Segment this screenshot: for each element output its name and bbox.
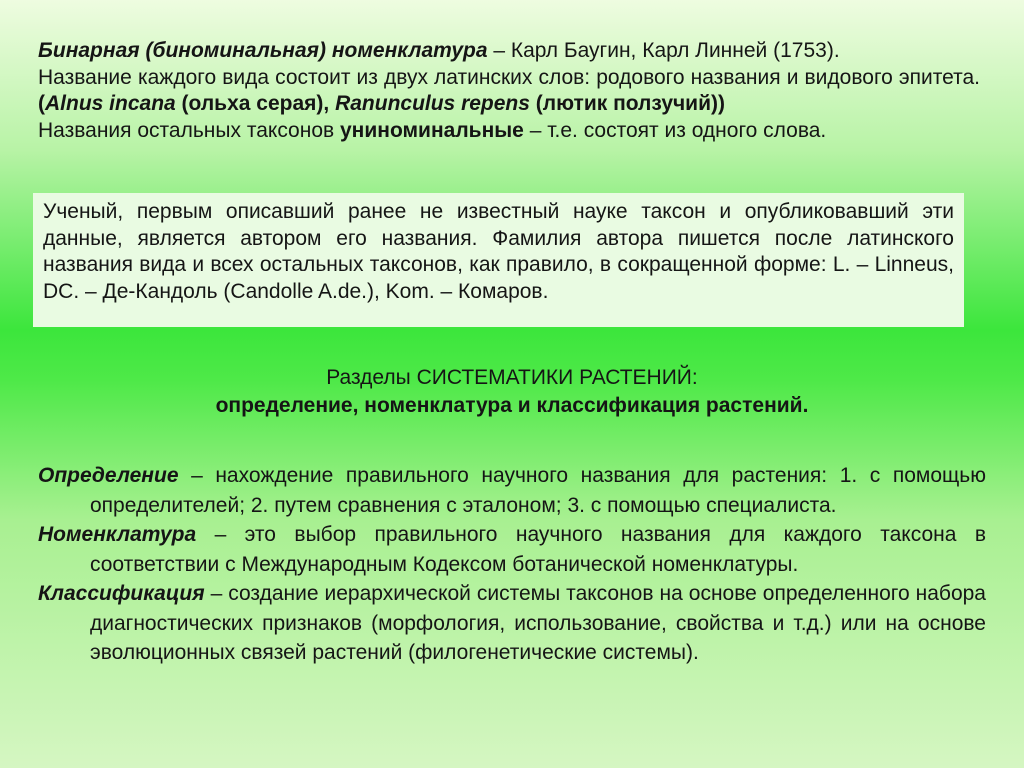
uninominal-text-start: Названия остальных таксонов — [38, 118, 340, 142]
definition-text: – нахождение правильного научного названия для растения: 1. с помощью определителей; 2. путем сравнения с эталоном; 3. с помощью специалиста. — [90, 464, 986, 517]
definition-term: Номенклатура — [38, 523, 197, 546]
intro-species-description — [38, 65, 980, 118]
definition-term: Определение — [38, 464, 179, 487]
sections-heading — [0, 364, 1024, 420]
definition-term: Классификация — [38, 582, 205, 605]
author-name-box — [33, 193, 964, 327]
uninominal-term: униноминальные — [340, 118, 524, 142]
example-ranunculus-latin: Ranunculus repens — [335, 92, 530, 115]
definition-classification — [38, 579, 986, 668]
example-alnus-latin: Alnus incana — [45, 92, 176, 115]
sections-title: Разделы СИСТЕМАТИКИ РАСТЕНИЙ: — [326, 366, 698, 389]
intro-section — [38, 38, 980, 144]
sections-subtitle: определение, номенклатура и классификация растений. — [215, 394, 809, 417]
example-ranunculus-russian: (лютик ползучий)) — [529, 92, 725, 115]
example-open: ( — [38, 92, 45, 115]
definition-text: – создание иерархической системы таксонов на основе определенного набора диагностических признаков (морфология, использование, свойства и т.д.) или на основе эволюционных связей растений (филогенетические системы). — [90, 582, 986, 664]
definition-identification — [38, 461, 986, 520]
example-alnus-russian: (ольха серая), — [175, 92, 336, 115]
definition-text: – это выбор правильного научного названия для каждого таксона в соответствии с Международным Кодексом ботанической номенклатуры. — [90, 523, 986, 576]
binary-nomenclature-term: Бинарная (биноминальная) номенклатура — [38, 39, 488, 62]
definitions-list — [38, 461, 986, 668]
uninominal-line — [38, 118, 980, 145]
uninominal-text-end: – т.е. состоят из одного слова. — [523, 118, 827, 142]
species-naming-text: Название каждого вида состоит из двух латинских слов: родового названия и видового эпитета. — [38, 65, 980, 89]
intro-title-authors: – Карл Баугин, Карл Линней (1753). — [487, 39, 840, 62]
intro-title-line — [38, 38, 980, 65]
author-name-text: Ученый, первым описавший ранее не известный науке таксон и опубликовавший эти данные, является автором его названия. Фамилия автора пишется после латинского названия вида и всех остальных таксонов, как правило, в сокращенной форме: L. – Linneus, DC. – Де-Кандоль (Candolle A.de.), Kom. – Комаров. — [43, 200, 954, 303]
definition-nomenclature — [38, 520, 986, 579]
